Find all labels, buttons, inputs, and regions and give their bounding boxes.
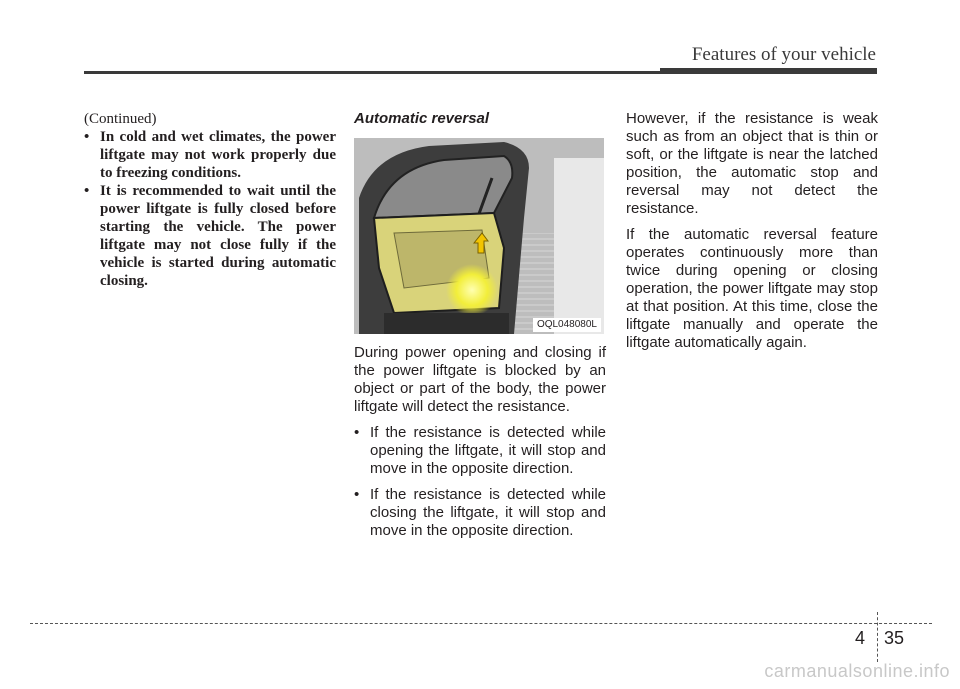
column-right [626, 110, 878, 352]
figure-code: OQL048080L [533, 318, 601, 332]
liftgate-illustration [354, 138, 604, 334]
column-left [84, 110, 336, 290]
reversal-bullet-list [354, 424, 606, 540]
page-header-title: Features of your vehicle [691, 44, 876, 65]
header-rule-accent [660, 68, 877, 74]
chapter-number: 4 [855, 628, 866, 648]
watermark: carmanualsonline.info [764, 661, 950, 681]
caution-bullet-item: • In cold and wet climates, the power liftgate may not work properly due to freezing conditions. [84, 128, 336, 182]
caution-bullet-list [84, 128, 336, 290]
column-middle [354, 110, 606, 540]
footer-rule [30, 623, 932, 624]
continued-label: (Continued) [84, 111, 157, 127]
reversal-bullet-item: • If the resistance is detected while opening the liftgate, it will stop and move in the opposite direction. [354, 424, 606, 478]
reversal-bullet-item: • If the resistance is detected while closing the liftgate, it will stop and move in the opposite direction. [354, 486, 606, 540]
paragraph: If the automatic reversal feature operates continuously more than twice during opening or closing operation, the power liftgate may stop at that position. At this time, close the liftgate manually and operate the liftgate automatically again. [626, 226, 878, 351]
section-heading: Automatic reversal [354, 110, 490, 127]
intro-paragraph: During power opening and closing if the power liftgate is blocked by an object or part of the body, the power liftgate will detect the resistance. [354, 344, 606, 415]
liftgate-drawing [354, 138, 604, 334]
header-rule [84, 71, 660, 74]
caution-bullet-item: • It is recommended to wait until the power liftgate is fully closed before starting the vehicle. The power liftgate may not close fully if the vehicle is started during automatic closing. [84, 182, 336, 290]
paragraph: However, if the resistance is weak such as from an object that is thin or soft, or the liftgate is near the latched position, the automatic stop and reversal may not detect the resistance. [626, 110, 878, 217]
page-number: 35 [884, 628, 905, 648]
page-number-separator [877, 612, 878, 662]
